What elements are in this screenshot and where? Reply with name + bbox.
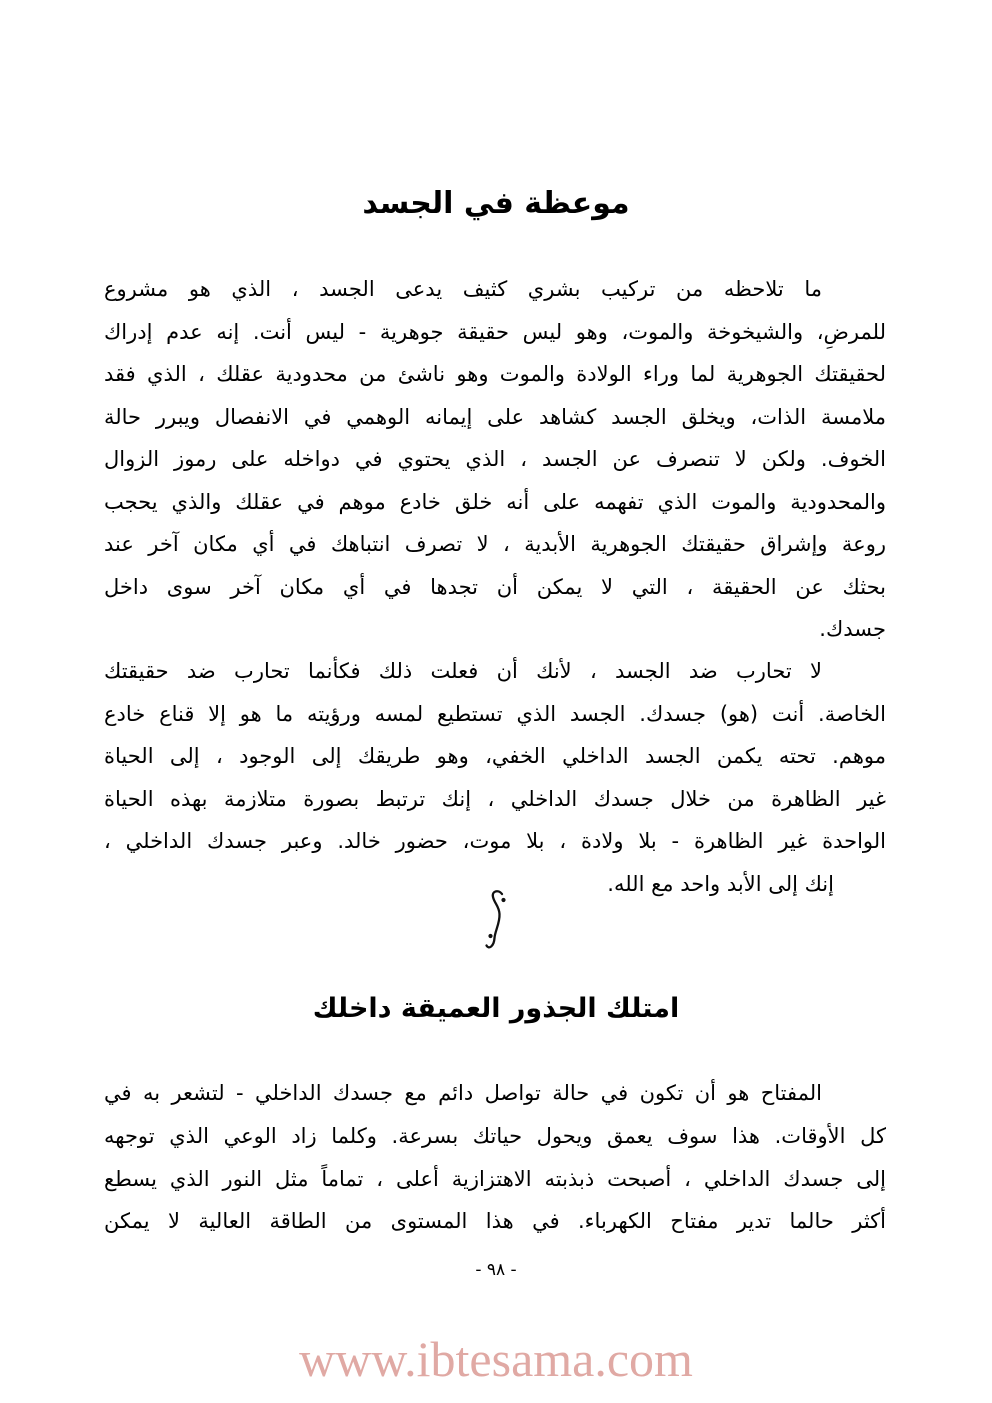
paragraph-3 <box>104 1072 886 1243</box>
text-line: إلى جسدك الداخلي ، أصبحت ذبذبته الاهتزازية أعلى ، تماماً مثل النور الذي يسطع <box>104 1166 886 1191</box>
chapter-heading: موعظة في الجسد <box>362 186 630 221</box>
text-line: الواحدة غير الظاهرة - بلا ولادة ، بلا موت، حضور خالد. وعبر جسدك الداخلي ، <box>104 829 886 853</box>
text-line: والمحدودية والموت الذي تفهمه على أنه خلق خادع موهم في عقلك والذي يحجب <box>104 489 886 514</box>
text-line: أكثر حالما تدير مفتاح الكهرباء. في هذا المستوى من الطاقة العالية لا يمكن <box>104 1209 886 1234</box>
paragraph-2 <box>104 650 886 905</box>
section-heading: امتلك الجذور العميقة داخلك <box>312 993 680 1024</box>
text-line: إنك إلى الأبد واحد مع الله. <box>607 871 834 896</box>
text-line: لا تحارب ضد الجسد ، لأنك أن فعلت ذلك فكأنما تحارب ضد حقيقتك <box>104 659 822 683</box>
watermark-url-text: www.ibtesama.com <box>299 1331 693 1387</box>
text-line: المفتاح هو أن تكون في حالة تواصل دائم مع جسدك الداخلي - لتشعر به في <box>104 1081 822 1105</box>
text-line: للمرضِ، والشيخوخة والموت، وهو ليس حقيقة جوهرية - ليس أنت. إنه عدم إدراك <box>104 319 886 344</box>
text-line: روعة وإشراق حقيقتك الجوهرية الأبدية ، لا تصرف انتباهك في أي مكان آخر عند <box>104 532 886 556</box>
paragraph-1 <box>104 268 886 651</box>
text-line: موهم. تحته يكمن الجسد الداخلي الخفي، وهو طريقك إلى الوجود ، إلى الحياة <box>104 744 886 768</box>
text-line: ما تلاحظه من تركيب بشري كثيف يدعى الجسد ، الذي هو مشروع <box>104 277 822 301</box>
text-line: غير الظاهرة من خلال جسدك الداخلي ، إنك ترتبط بصورة متلازمة بهذه الحياة <box>104 786 886 811</box>
text-line: لحقيقتك الجوهرية لما وراء الولادة والموت وهو ناشئ من محدودية عقلك ، الذي فقد <box>104 362 886 386</box>
text-line: الخوف. ولكن لا تنصرف عن الجسد ، الذي يحتوي في دواخله على رموز الزوال <box>104 447 886 471</box>
text-line: الخاصة. أنت (هو) جسدك. الجسد الذي تستطيع لمسه ورؤيته ما هو إلا قناع خادع <box>104 701 886 726</box>
text-line: ملامسة الذات، ويخلق الجسد كشاهد على إيمانه الوهمي في الانفصال ويبرر حالة <box>104 404 886 429</box>
text-line: جسدك. <box>819 617 886 641</box>
text-line: بحثك عن الحقيقة ، التي لا يمكن أن تجدها في أي مكان آخر سوى داخل <box>104 574 886 599</box>
page-number: - ٩٨ - <box>475 1260 517 1280</box>
calligraphic-flourish-icon <box>483 889 509 953</box>
section-divider <box>0 889 992 957</box>
text-line: كل الأوقات. هذا سوف يعمق ويحول حياتك بسرعة. وكلما زاد الوعي الذي توجهه <box>104 1123 886 1148</box>
